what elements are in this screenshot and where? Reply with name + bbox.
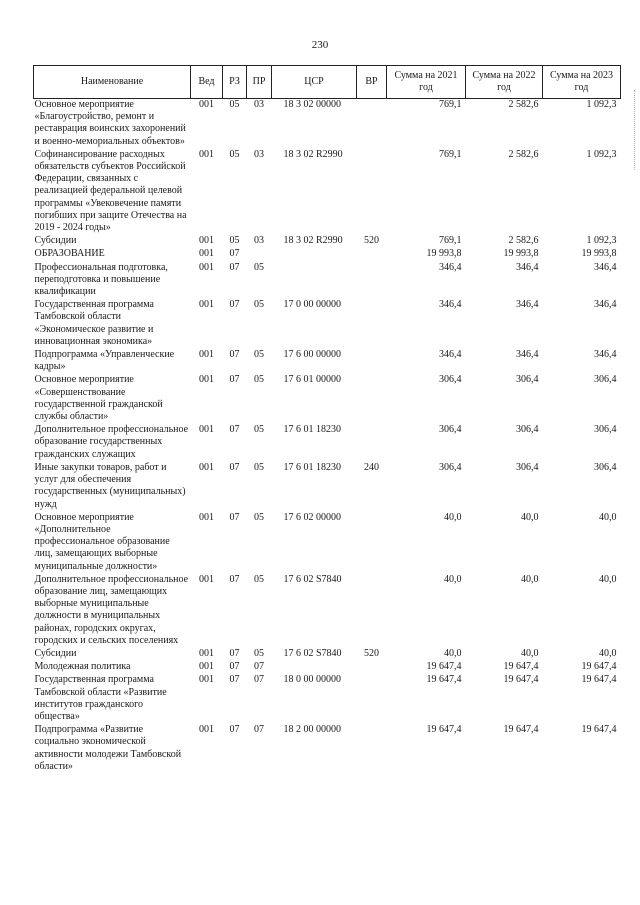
cell-ved: 001 (199, 674, 214, 686)
cell-sum-2021: 346,4 (439, 349, 462, 361)
table-row (34, 724, 621, 774)
cell-sum-2021: 19 647,4 (426, 661, 462, 673)
table-row (34, 374, 621, 424)
cell-ved: 001 (199, 299, 214, 311)
cell-csr: 18 3 02 00000 (283, 99, 341, 110)
cell-sum-2023: 1 092,3 (586, 235, 617, 247)
cell-vr (357, 674, 387, 724)
cell-csr (272, 262, 357, 300)
budget-table (33, 65, 621, 774)
cell-name: Дополнительное профессиональное образование государственных гражданских служащих (34, 424, 189, 460)
cell-name: Молодежная политика (34, 661, 131, 673)
table-row (34, 424, 621, 462)
cell-pr (247, 248, 272, 261)
cell-rz: 07 (229, 661, 240, 673)
cell-vr (357, 374, 387, 424)
cell-sum-2021: 40,0 (444, 573, 462, 585)
table-row (34, 99, 621, 149)
cell-sum-2022: 19 647,4 (503, 724, 539, 736)
cell-vr (357, 299, 387, 349)
cell-name: Основное мероприятие «Совершенствование государственной гражданской службы области» (34, 374, 163, 423)
cell-csr: 17 6 02 S7840 (283, 573, 342, 585)
cell-pr: 05 (254, 461, 264, 473)
cell-sum-2023: 306,4 (594, 461, 617, 473)
cell-pr: 05 (254, 647, 264, 659)
table-row (34, 574, 621, 648)
table-header-row (34, 66, 621, 99)
cell-vr (357, 574, 387, 648)
header-csr: ЦСР (272, 66, 357, 99)
cell-sum-2022: 2 582,6 (508, 99, 539, 110)
cell-name: Субсидии (34, 647, 77, 659)
cell-sum-2023: 40,0 (599, 511, 617, 523)
cell-sum-2021: 306,4 (439, 374, 462, 386)
table-row (34, 349, 621, 374)
cell-csr: 17 6 01 18230 (283, 424, 341, 436)
cell-csr: 17 0 00 00000 (283, 299, 341, 311)
cell-vr: 240 (364, 461, 379, 473)
cell-sum-2023: 346,4 (594, 261, 617, 273)
cell-vr (357, 262, 387, 300)
cell-pr: 05 (254, 261, 264, 273)
cell-rz: 05 (229, 99, 240, 110)
cell-sum-2021: 769,1 (439, 235, 462, 247)
cell-name: Подпрограмма «Развитие социально экономической активности молодежи Тамбовской области» (34, 724, 182, 772)
cell-pr: 03 (254, 99, 264, 110)
cell-sum-2022: 19 647,4 (503, 661, 539, 673)
cell-sum-2023: 306,4 (594, 424, 617, 436)
cell-rz: 07 (229, 248, 240, 260)
cell-pr: 05 (254, 299, 264, 311)
cell-sum-2021: 306,4 (439, 424, 462, 436)
cell-pr: 03 (254, 235, 264, 247)
cell-sum-2021: 19 647,4 (426, 724, 462, 736)
header-vr: ВР (357, 66, 387, 99)
cell-rz: 07 (229, 424, 240, 436)
cell-sum-2022: 40,0 (521, 511, 539, 523)
cell-sum-2022: 346,4 (516, 299, 539, 311)
cell-csr (272, 661, 357, 674)
cell-ved: 001 (199, 148, 214, 160)
cell-sum-2023: 346,4 (594, 349, 617, 361)
cell-vr (357, 349, 387, 374)
cell-name: Подпрограмма «Управленческие кадры» (34, 349, 175, 373)
table-row (34, 648, 621, 661)
cell-rz: 05 (229, 235, 240, 247)
page-edge-mark (634, 90, 637, 170)
header-pr: ПР (247, 66, 272, 99)
page-number: 230 (311, 39, 329, 51)
header-rz: РЗ (223, 66, 247, 99)
cell-sum-2023: 40,0 (599, 647, 617, 659)
cell-pr: 05 (254, 349, 264, 361)
cell-pr: 07 (254, 661, 264, 673)
cell-sum-2023: 346,4 (594, 299, 617, 311)
cell-pr: 05 (254, 511, 264, 523)
cell-sum-2021: 40,0 (444, 647, 462, 659)
cell-csr: 18 0 00 00000 (283, 674, 341, 686)
cell-rz: 07 (229, 647, 240, 659)
cell-rz: 07 (229, 674, 240, 686)
cell-rz: 07 (229, 299, 240, 311)
table-body (34, 99, 621, 774)
cell-ved: 001 (199, 724, 214, 736)
table-row (34, 149, 621, 235)
cell-sum-2022: 40,0 (521, 647, 539, 659)
cell-sum-2022: 306,4 (516, 374, 539, 386)
cell-sum-2021: 769,1 (439, 148, 462, 160)
cell-vr: 520 (364, 647, 379, 659)
cell-rz: 05 (229, 148, 240, 160)
header-ved: Вед (191, 66, 223, 99)
cell-sum-2022: 2 582,6 (508, 235, 539, 247)
cell-sum-2023: 1 092,3 (586, 99, 617, 110)
cell-sum-2023: 40,0 (599, 573, 617, 585)
cell-sum-2021: 19 647,4 (426, 674, 462, 686)
cell-sum-2021: 769,1 (439, 99, 462, 110)
cell-vr: 520 (364, 235, 379, 247)
cell-name: Основное мероприятие «Благоустройство, ремонт и реставрация воинских захоронений и военно-мемориальных объектов» (34, 99, 186, 147)
cell-pr: 05 (254, 573, 264, 585)
cell-name: Софинансирование расходных обязательств субъектов Российской Федерации, связанных с реализацией федеральной целевой программы «Увековечение памяти погибших при защите Отечества на 2019 - 2024 годы» (34, 148, 187, 234)
cell-ved: 001 (199, 511, 214, 523)
cell-ved: 001 (199, 661, 214, 673)
cell-pr: 07 (254, 674, 264, 686)
cell-name: Дополнительное профессиональное образование лиц, замещающих выборные муниципальные должности в муниципальных районах, городских округах, городских и сельских поселениях (34, 573, 189, 646)
cell-csr: 17 6 01 18230 (283, 461, 341, 473)
cell-name: Иные закупки товаров, работ и услуг для обеспечения государственных (муниципальных) нужд (34, 461, 186, 510)
cell-sum-2022: 19 993,8 (503, 248, 539, 260)
cell-ved: 001 (199, 99, 214, 110)
cell-csr: 17 6 00 00000 (283, 349, 341, 361)
cell-vr (357, 661, 387, 674)
cell-ved: 001 (199, 374, 214, 386)
cell-sum-2021: 306,4 (439, 461, 462, 473)
cell-rz: 07 (229, 511, 240, 523)
cell-ved: 001 (199, 349, 214, 361)
cell-vr (357, 248, 387, 261)
table-row (34, 235, 621, 248)
table-row (34, 674, 621, 724)
table-row (34, 462, 621, 512)
header-sum-2022: Сумма на 2022 год (466, 66, 543, 99)
header-sum-2023: Сумма на 2023 год (543, 66, 621, 99)
cell-sum-2022: 306,4 (516, 424, 539, 436)
cell-csr: 18 3 02 R2990 (283, 235, 343, 247)
cell-ved: 001 (199, 248, 214, 260)
table-row (34, 299, 621, 349)
cell-vr (357, 99, 387, 149)
cell-sum-2022: 19 647,4 (503, 674, 539, 686)
cell-csr: 18 3 02 R2990 (283, 148, 343, 160)
table-row (34, 248, 621, 261)
table-row (34, 262, 621, 300)
header-sum-2021: Сумма на 2021 год (387, 66, 466, 99)
cell-sum-2023: 19 647,4 (581, 724, 617, 736)
cell-name: Профессиональная подготовка, переподготовка и повышение квалификации (34, 261, 168, 298)
cell-name: Государственная программа Тамбовской области «Развитие институтов гражданского общества» (34, 674, 167, 722)
cell-pr: 03 (254, 148, 264, 160)
cell-pr: 05 (254, 424, 264, 436)
cell-sum-2021: 346,4 (439, 299, 462, 311)
cell-rz: 07 (229, 261, 240, 273)
cell-rz: 07 (229, 349, 240, 361)
cell-rz: 07 (229, 374, 240, 386)
header-name: Наименование (34, 66, 191, 99)
cell-sum-2023: 306,4 (594, 374, 617, 386)
cell-ved: 001 (199, 261, 214, 273)
cell-name: Государственная программа Тамбовской области «Экономическое развитие и инновационная экономика» (34, 299, 154, 347)
cell-sum-2021: 19 993,8 (426, 248, 462, 260)
cell-vr (357, 424, 387, 462)
cell-sum-2021: 40,0 (444, 511, 462, 523)
cell-csr: 17 6 02 S7840 (283, 647, 342, 659)
cell-name: ОБРАЗОВАНИЕ (34, 248, 105, 260)
cell-sum-2021: 346,4 (439, 261, 462, 273)
cell-ved: 001 (199, 424, 214, 436)
table-row (34, 661, 621, 674)
cell-csr (272, 248, 357, 261)
cell-rz: 07 (229, 724, 240, 736)
cell-sum-2023: 1 092,3 (586, 148, 617, 160)
cell-csr: 18 2 00 00000 (283, 724, 341, 736)
cell-sum-2023: 19 647,4 (581, 661, 617, 673)
cell-name: Основное мероприятие «Дополнительное профессиональное образование лиц, замещающих выборные муниципальные должности» (34, 511, 170, 572)
table-row (34, 512, 621, 574)
cell-sum-2022: 40,0 (521, 573, 539, 585)
cell-name: Субсидии (34, 235, 77, 247)
cell-pr: 07 (254, 724, 264, 736)
cell-csr: 17 6 01 00000 (283, 374, 341, 386)
cell-ved: 001 (199, 573, 214, 585)
cell-ved: 001 (199, 647, 214, 659)
cell-sum-2022: 306,4 (516, 461, 539, 473)
cell-sum-2022: 346,4 (516, 261, 539, 273)
cell-sum-2022: 346,4 (516, 349, 539, 361)
cell-sum-2023: 19 647,4 (581, 674, 617, 686)
cell-pr: 05 (254, 374, 264, 386)
cell-sum-2022: 2 582,6 (508, 148, 539, 160)
cell-ved: 001 (199, 235, 214, 247)
cell-rz: 07 (229, 461, 240, 473)
cell-csr: 17 6 02 00000 (283, 511, 341, 523)
cell-ved: 001 (199, 461, 214, 473)
cell-vr (357, 512, 387, 574)
cell-vr (357, 149, 387, 235)
cell-sum-2023: 19 993,8 (581, 248, 617, 260)
cell-rz: 07 (229, 573, 240, 585)
cell-vr (357, 724, 387, 774)
